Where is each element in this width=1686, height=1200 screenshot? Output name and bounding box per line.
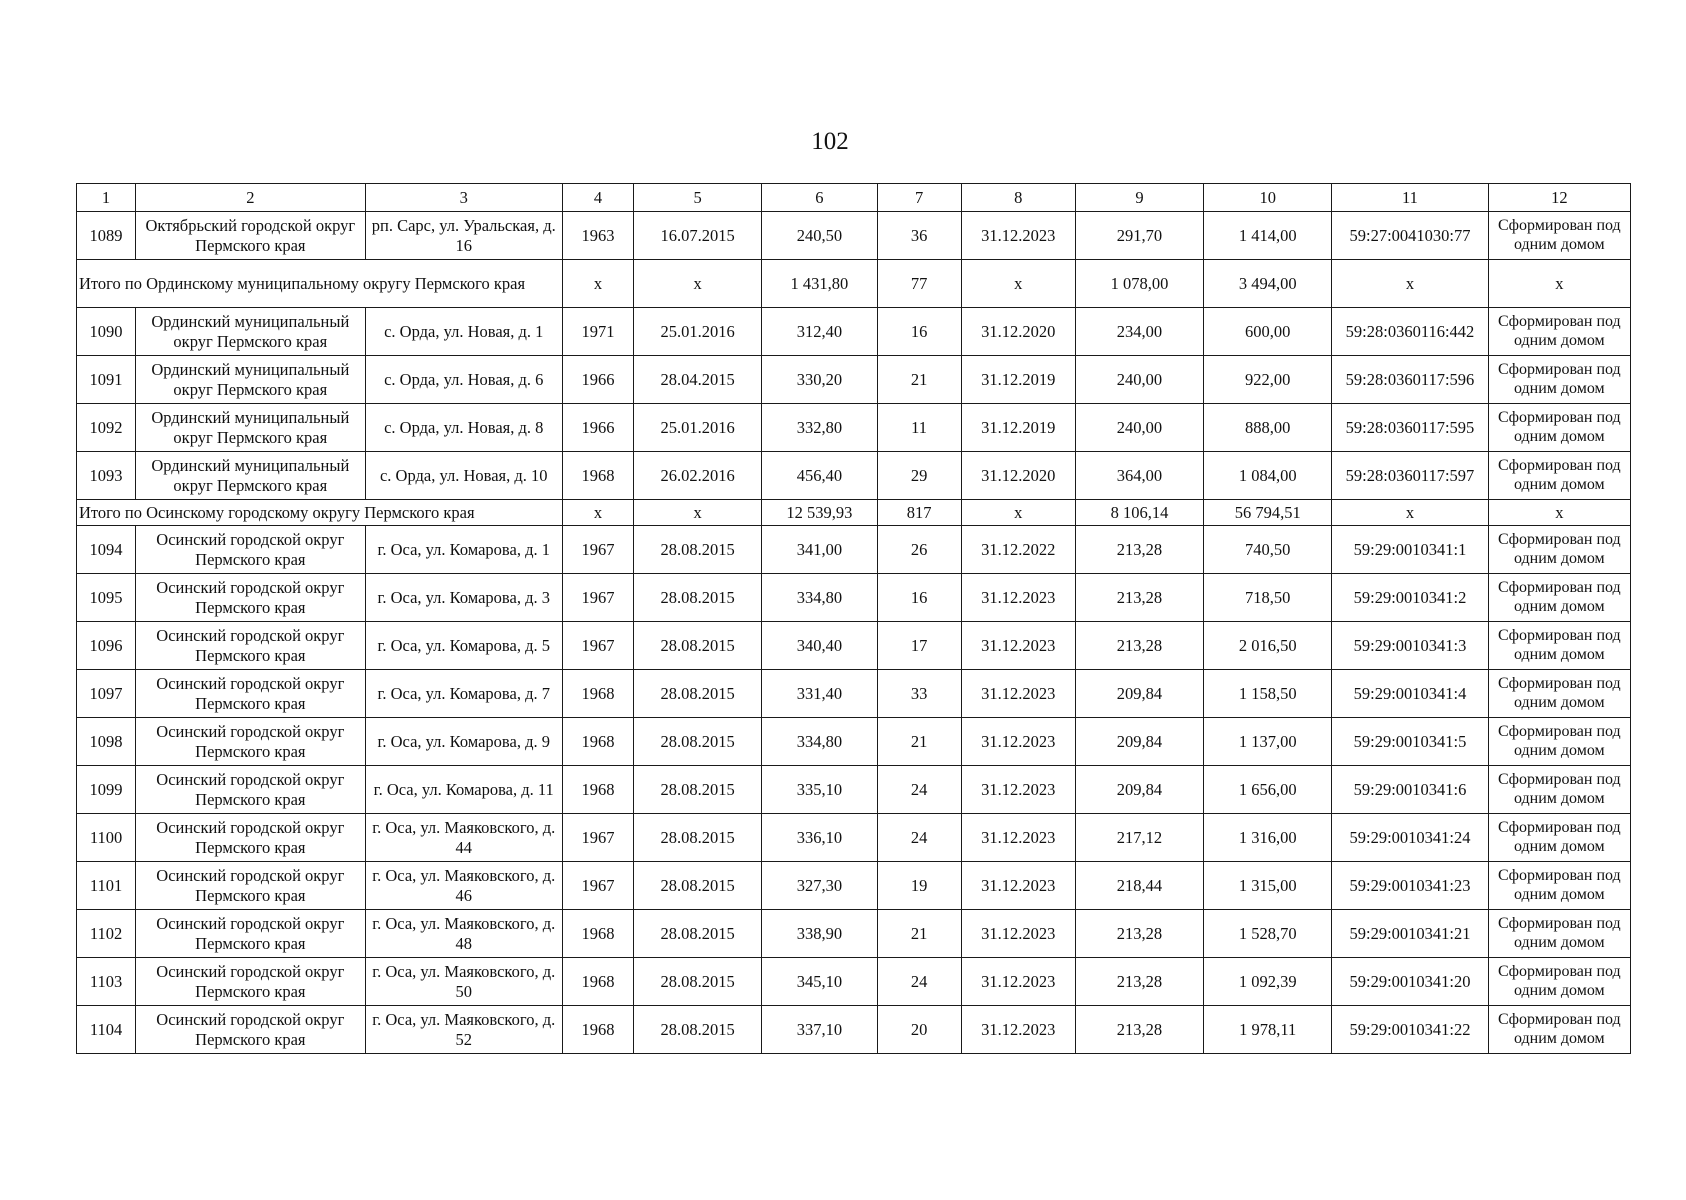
- residents-count-cell: 29: [877, 452, 961, 500]
- cadastral-number-cell: 59:28:0360117:595: [1332, 404, 1488, 452]
- cadastral-number-cell: 59:29:0010341:3: [1332, 622, 1488, 670]
- municipality-cell: Осинский городской округ Пермского края: [136, 910, 365, 958]
- address-cell: г. Оса, ул. Маяковского, д. 50: [365, 958, 562, 1006]
- recognition-date-cell: 28.08.2015: [634, 814, 762, 862]
- row-number-cell: 1101: [77, 862, 136, 910]
- resettlement-date-cell: 31.12.2023: [961, 862, 1075, 910]
- area-cell: 337,10: [762, 1006, 877, 1054]
- cost-cell: 1 137,00: [1204, 718, 1332, 766]
- subtotal-cell: x: [1488, 260, 1630, 308]
- address-cell: г. Оса, ул. Маяковского, д. 44: [365, 814, 562, 862]
- cadastral-number-cell: 59:29:0010341:2: [1332, 574, 1488, 622]
- build-year-cell: 1968: [562, 910, 633, 958]
- land-area-cell: 209,84: [1075, 670, 1203, 718]
- area-cell: 345,10: [762, 958, 877, 1006]
- row-number-cell: 1095: [77, 574, 136, 622]
- cadastral-number-cell: 59:29:0010341:6: [1332, 766, 1488, 814]
- table-row: [77, 622, 1631, 670]
- area-cell: 334,80: [762, 574, 877, 622]
- table-row: [77, 814, 1631, 862]
- row-number-cell: 1091: [77, 356, 136, 404]
- area-cell: 341,00: [762, 526, 877, 574]
- column-header: 2: [136, 184, 365, 212]
- cost-cell: 1 316,00: [1204, 814, 1332, 862]
- row-number-cell: 1096: [77, 622, 136, 670]
- cadastral-number-cell: 59:29:0010341:1: [1332, 526, 1488, 574]
- land-area-cell: 213,28: [1075, 526, 1203, 574]
- build-year-cell: 1968: [562, 718, 633, 766]
- area-cell: 331,40: [762, 670, 877, 718]
- cadastral-number-cell: 59:29:0010341:20: [1332, 958, 1488, 1006]
- table-row: [77, 670, 1631, 718]
- build-year-cell: 1967: [562, 814, 633, 862]
- subtotal-cell: x: [562, 260, 633, 308]
- column-header: 10: [1204, 184, 1332, 212]
- residents-count-cell: 19: [877, 862, 961, 910]
- residents-count-cell: 21: [877, 910, 961, 958]
- municipality-cell: Осинский городской округ Пермского края: [136, 718, 365, 766]
- area-cell: 335,10: [762, 766, 877, 814]
- recognition-date-cell: 28.08.2015: [634, 622, 762, 670]
- table-row: [77, 574, 1631, 622]
- municipality-cell: Осинский городской округ Пермского края: [136, 526, 365, 574]
- cost-cell: 1 528,70: [1204, 910, 1332, 958]
- row-number-cell: 1099: [77, 766, 136, 814]
- subtotal-cell: x: [1488, 500, 1630, 526]
- table-row: [77, 356, 1631, 404]
- build-year-cell: 1968: [562, 670, 633, 718]
- area-cell: 340,40: [762, 622, 877, 670]
- land-status-cell: Сформирован под одним домом: [1488, 622, 1630, 670]
- build-year-cell: 1968: [562, 452, 633, 500]
- subtotal-label: Итого по Осинскому городскому округу Пермского края: [77, 500, 563, 526]
- cost-cell: 718,50: [1204, 574, 1332, 622]
- land-status-cell: Сформирован под одним домом: [1488, 308, 1630, 356]
- cadastral-number-cell: 59:29:0010341:4: [1332, 670, 1488, 718]
- row-number-cell: 1104: [77, 1006, 136, 1054]
- row-number-cell: 1100: [77, 814, 136, 862]
- column-header: 7: [877, 184, 961, 212]
- land-area-cell: 213,28: [1075, 1006, 1203, 1054]
- table-header-row: [77, 184, 1631, 212]
- address-cell: г. Оса, ул. Комарова, д. 9: [365, 718, 562, 766]
- column-header: 8: [961, 184, 1075, 212]
- land-area-cell: 213,28: [1075, 910, 1203, 958]
- column-header: 4: [562, 184, 633, 212]
- resettlement-date-cell: 31.12.2023: [961, 910, 1075, 958]
- cadastral-number-cell: 59:29:0010341:5: [1332, 718, 1488, 766]
- land-area-cell: 209,84: [1075, 718, 1203, 766]
- residents-count-cell: 33: [877, 670, 961, 718]
- municipality-cell: Октябрьский городской округ Пермского края: [136, 212, 365, 260]
- cadastral-number-cell: 59:29:0010341:22: [1332, 1006, 1488, 1054]
- address-cell: г. Оса, ул. Маяковского, д. 52: [365, 1006, 562, 1054]
- land-status-cell: Сформирован под одним домом: [1488, 718, 1630, 766]
- table-row: [77, 958, 1631, 1006]
- row-number-cell: 1094: [77, 526, 136, 574]
- resettlement-date-cell: 31.12.2019: [961, 404, 1075, 452]
- municipality-cell: Осинский городской округ Пермского края: [136, 958, 365, 1006]
- municipality-cell: Осинский городской округ Пермского края: [136, 622, 365, 670]
- table-row: [77, 862, 1631, 910]
- cadastral-number-cell: 59:28:0360116:442: [1332, 308, 1488, 356]
- residents-count-cell: 11: [877, 404, 961, 452]
- recognition-date-cell: 28.08.2015: [634, 766, 762, 814]
- build-year-cell: 1966: [562, 404, 633, 452]
- cost-cell: 922,00: [1204, 356, 1332, 404]
- area-cell: 334,80: [762, 718, 877, 766]
- table-row: [77, 718, 1631, 766]
- recognition-date-cell: 28.08.2015: [634, 526, 762, 574]
- subtotal-cell: x: [961, 500, 1075, 526]
- land-area-cell: 213,28: [1075, 574, 1203, 622]
- subtotal-cell: 77: [877, 260, 961, 308]
- resettlement-date-cell: 31.12.2023: [961, 814, 1075, 862]
- table-row: [77, 526, 1631, 574]
- cost-cell: 740,50: [1204, 526, 1332, 574]
- area-cell: 312,40: [762, 308, 877, 356]
- cost-cell: 1 414,00: [1204, 212, 1332, 260]
- address-cell: г. Оса, ул. Маяковского, д. 48: [365, 910, 562, 958]
- address-cell: г. Оса, ул. Комарова, д. 5: [365, 622, 562, 670]
- recognition-date-cell: 28.08.2015: [634, 958, 762, 1006]
- recognition-date-cell: 28.08.2015: [634, 1006, 762, 1054]
- subtotal-cell: 1 078,00: [1075, 260, 1203, 308]
- subtotal-cell: x: [1332, 500, 1488, 526]
- cost-cell: 888,00: [1204, 404, 1332, 452]
- table-row: [77, 910, 1631, 958]
- cost-cell: 1 092,39: [1204, 958, 1332, 1006]
- subtotal-label: Итого по Ординскому муниципальному округу Пермского края: [77, 260, 563, 308]
- recognition-date-cell: 28.08.2015: [634, 670, 762, 718]
- cadastral-number-cell: 59:28:0360117:597: [1332, 452, 1488, 500]
- address-cell: г. Оса, ул. Комарова, д. 7: [365, 670, 562, 718]
- cost-cell: 1 978,11: [1204, 1006, 1332, 1054]
- subtotal-cell: x: [634, 260, 762, 308]
- residents-count-cell: 21: [877, 718, 961, 766]
- land-status-cell: Сформирован под одним домом: [1488, 814, 1630, 862]
- page-number: 102: [811, 128, 849, 155]
- build-year-cell: 1967: [562, 622, 633, 670]
- land-area-cell: 240,00: [1075, 404, 1203, 452]
- land-status-cell: Сформирован под одним домом: [1488, 356, 1630, 404]
- build-year-cell: 1967: [562, 574, 633, 622]
- municipality-cell: Осинский городской округ Пермского края: [136, 1006, 365, 1054]
- subtotal-cell: x: [961, 260, 1075, 308]
- row-number-cell: 1102: [77, 910, 136, 958]
- cost-cell: 1 158,50: [1204, 670, 1332, 718]
- land-status-cell: Сформирован под одним домом: [1488, 910, 1630, 958]
- recognition-date-cell: 28.08.2015: [634, 574, 762, 622]
- area-cell: 336,10: [762, 814, 877, 862]
- build-year-cell: 1968: [562, 766, 633, 814]
- municipality-cell: Осинский городской округ Пермского края: [136, 862, 365, 910]
- land-area-cell: 213,28: [1075, 958, 1203, 1006]
- row-number-cell: 1092: [77, 404, 136, 452]
- build-year-cell: 1963: [562, 212, 633, 260]
- subtotal-cell: 817: [877, 500, 961, 526]
- land-status-cell: Сформирован под одним домом: [1488, 526, 1630, 574]
- cost-cell: 1 084,00: [1204, 452, 1332, 500]
- table-row: [77, 212, 1631, 260]
- row-number-cell: 1090: [77, 308, 136, 356]
- land-status-cell: Сформирован под одним домом: [1488, 452, 1630, 500]
- land-area-cell: 217,12: [1075, 814, 1203, 862]
- cadastral-number-cell: 59:27:0041030:77: [1332, 212, 1488, 260]
- table-body: [77, 184, 1631, 1054]
- table-row: [77, 1006, 1631, 1054]
- resettlement-date-cell: 31.12.2023: [961, 670, 1075, 718]
- column-header: 1: [77, 184, 136, 212]
- subtotal-cell: x: [634, 500, 762, 526]
- municipality-cell: Ординский муниципальный округ Пермского края: [136, 452, 365, 500]
- area-cell: 240,50: [762, 212, 877, 260]
- resettlement-date-cell: 31.12.2022: [961, 526, 1075, 574]
- recognition-date-cell: 28.08.2015: [634, 910, 762, 958]
- table-row: [77, 766, 1631, 814]
- subtotal-cell: 12 539,93: [762, 500, 877, 526]
- area-cell: 327,30: [762, 862, 877, 910]
- resettlement-date-cell: 31.12.2023: [961, 622, 1075, 670]
- subtotal-cell: 56 794,51: [1204, 500, 1332, 526]
- table-row: [77, 404, 1631, 452]
- subtotal-cell: x: [1332, 260, 1488, 308]
- table-row: [77, 308, 1631, 356]
- build-year-cell: 1966: [562, 356, 633, 404]
- address-cell: г. Оса, ул. Маяковского, д. 46: [365, 862, 562, 910]
- column-header: 12: [1488, 184, 1630, 212]
- row-number-cell: 1098: [77, 718, 136, 766]
- residents-count-cell: 16: [877, 308, 961, 356]
- resettlement-date-cell: 31.12.2023: [961, 766, 1075, 814]
- address-cell: рп. Сарс, ул. Уральская, д. 16: [365, 212, 562, 260]
- cost-cell: 2 016,50: [1204, 622, 1332, 670]
- build-year-cell: 1968: [562, 958, 633, 1006]
- address-cell: с. Орда, ул. Новая, д. 10: [365, 452, 562, 500]
- municipality-cell: Ординский муниципальный округ Пермского края: [136, 308, 365, 356]
- resettlement-date-cell: 31.12.2023: [961, 574, 1075, 622]
- area-cell: 332,80: [762, 404, 877, 452]
- column-header: 5: [634, 184, 762, 212]
- area-cell: 338,90: [762, 910, 877, 958]
- address-cell: с. Орда, ул. Новая, д. 6: [365, 356, 562, 404]
- recognition-date-cell: 28.04.2015: [634, 356, 762, 404]
- resettlement-date-cell: 31.12.2020: [961, 452, 1075, 500]
- housing-registry-table: [76, 183, 1631, 1054]
- residents-count-cell: 21: [877, 356, 961, 404]
- resettlement-date-cell: 31.12.2019: [961, 356, 1075, 404]
- municipality-cell: Осинский городской округ Пермского края: [136, 814, 365, 862]
- column-header: 9: [1075, 184, 1203, 212]
- cadastral-number-cell: 59:29:0010341:21: [1332, 910, 1488, 958]
- recognition-date-cell: 26.02.2016: [634, 452, 762, 500]
- residents-count-cell: 36: [877, 212, 961, 260]
- residents-count-cell: 26: [877, 526, 961, 574]
- municipality-cell: Осинский городской округ Пермского края: [136, 766, 365, 814]
- land-status-cell: Сформирован под одним домом: [1488, 766, 1630, 814]
- address-cell: г. Оса, ул. Комарова, д. 11: [365, 766, 562, 814]
- row-number-cell: 1093: [77, 452, 136, 500]
- address-cell: с. Орда, ул. Новая, д. 1: [365, 308, 562, 356]
- residents-count-cell: 16: [877, 574, 961, 622]
- subtotal-cell: 1 431,80: [762, 260, 877, 308]
- column-header: 3: [365, 184, 562, 212]
- cadastral-number-cell: 59:29:0010341:23: [1332, 862, 1488, 910]
- row-number-cell: 1089: [77, 212, 136, 260]
- address-cell: г. Оса, ул. Комарова, д. 3: [365, 574, 562, 622]
- land-status-cell: Сформирован под одним домом: [1488, 212, 1630, 260]
- recognition-date-cell: 28.08.2015: [634, 718, 762, 766]
- resettlement-date-cell: 31.12.2023: [961, 718, 1075, 766]
- cost-cell: 600,00: [1204, 308, 1332, 356]
- build-year-cell: 1971: [562, 308, 633, 356]
- subtotal-cell: x: [562, 500, 633, 526]
- address-cell: с. Орда, ул. Новая, д. 8: [365, 404, 562, 452]
- municipality-cell: Ординский муниципальный округ Пермского края: [136, 356, 365, 404]
- municipality-cell: Ординский муниципальный округ Пермского края: [136, 404, 365, 452]
- subtotal-cell: 3 494,00: [1204, 260, 1332, 308]
- area-cell: 330,20: [762, 356, 877, 404]
- build-year-cell: 1967: [562, 862, 633, 910]
- resettlement-date-cell: 31.12.2023: [961, 958, 1075, 1006]
- land-status-cell: Сформирован под одним домом: [1488, 574, 1630, 622]
- recognition-date-cell: 28.08.2015: [634, 862, 762, 910]
- recognition-date-cell: 25.01.2016: [634, 308, 762, 356]
- recognition-date-cell: 16.07.2015: [634, 212, 762, 260]
- subtotal-row: [77, 260, 1631, 308]
- land-area-cell: 291,70: [1075, 212, 1203, 260]
- row-number-cell: 1097: [77, 670, 136, 718]
- cadastral-number-cell: 59:29:0010341:24: [1332, 814, 1488, 862]
- municipality-cell: Осинский городской округ Пермского края: [136, 574, 365, 622]
- land-area-cell: 213,28: [1075, 622, 1203, 670]
- land-area-cell: 364,00: [1075, 452, 1203, 500]
- cost-cell: 1 656,00: [1204, 766, 1332, 814]
- build-year-cell: 1967: [562, 526, 633, 574]
- build-year-cell: 1968: [562, 1006, 633, 1054]
- land-area-cell: 209,84: [1075, 766, 1203, 814]
- column-header: 11: [1332, 184, 1488, 212]
- cost-cell: 1 315,00: [1204, 862, 1332, 910]
- recognition-date-cell: 25.01.2016: [634, 404, 762, 452]
- cadastral-number-cell: 59:28:0360117:596: [1332, 356, 1488, 404]
- residents-count-cell: 24: [877, 766, 961, 814]
- land-status-cell: Сформирован под одним домом: [1488, 958, 1630, 1006]
- row-number-cell: 1103: [77, 958, 136, 1006]
- residents-count-cell: 24: [877, 958, 961, 1006]
- subtotal-cell: 8 106,14: [1075, 500, 1203, 526]
- subtotal-row: [77, 500, 1631, 526]
- area-cell: 456,40: [762, 452, 877, 500]
- land-status-cell: Сформирован под одним домом: [1488, 670, 1630, 718]
- municipality-cell: Осинский городской округ Пермского края: [136, 670, 365, 718]
- resettlement-date-cell: 31.12.2023: [961, 212, 1075, 260]
- land-status-cell: Сформирован под одним домом: [1488, 1006, 1630, 1054]
- residents-count-cell: 24: [877, 814, 961, 862]
- land-status-cell: Сформирован под одним домом: [1488, 862, 1630, 910]
- address-cell: г. Оса, ул. Комарова, д. 1: [365, 526, 562, 574]
- column-header: 6: [762, 184, 877, 212]
- residents-count-cell: 17: [877, 622, 961, 670]
- table-row: [77, 452, 1631, 500]
- land-area-cell: 234,00: [1075, 308, 1203, 356]
- resettlement-date-cell: 31.12.2023: [961, 1006, 1075, 1054]
- land-area-cell: 218,44: [1075, 862, 1203, 910]
- land-area-cell: 240,00: [1075, 356, 1203, 404]
- residents-count-cell: 20: [877, 1006, 961, 1054]
- resettlement-date-cell: 31.12.2020: [961, 308, 1075, 356]
- land-status-cell: Сформирован под одним домом: [1488, 404, 1630, 452]
